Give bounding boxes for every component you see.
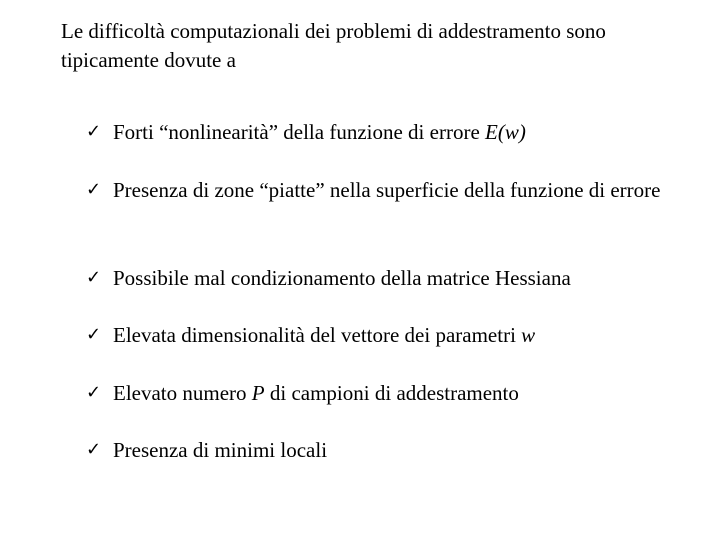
checkmark-icon: ✓ [86, 439, 102, 460]
bullet-text: Presenza di zone “piatte” nella superficie della funzione di errore [113, 178, 661, 202]
bullet-text: Possibile mal condizionamento della matrice Hessiana [113, 266, 571, 290]
bullet-item [86, 176, 660, 204]
bullet-item [86, 436, 327, 464]
bullet-item [86, 264, 571, 292]
math-symbol: E(w) [485, 120, 526, 144]
math-symbol: w [521, 323, 536, 347]
bullet-text: Elevata dimensionalità del vettore dei parametri w [113, 323, 536, 347]
checkmark-icon: ✓ [86, 324, 102, 345]
math-symbol: P [251, 381, 265, 405]
bullet-item [86, 321, 535, 349]
checkmark-icon: ✓ [86, 267, 102, 288]
checkmark-icon: ✓ [86, 179, 102, 200]
intro-text: Le difficoltà computazionali dei problemi di addestramento sono tipicamente dovute a [61, 19, 606, 72]
bullet-text: Forti “nonlinearità” della funzione di errore E(w) [113, 120, 526, 144]
checkmark-icon: ✓ [86, 382, 102, 403]
checkmark-icon: ✓ [86, 121, 102, 142]
bullet-item [86, 118, 526, 146]
bullet-item [86, 379, 519, 407]
bullet-text: Elevato numero P di campioni di addestramento [113, 381, 519, 405]
bullet-text: Presenza di minimi locali [113, 438, 328, 462]
